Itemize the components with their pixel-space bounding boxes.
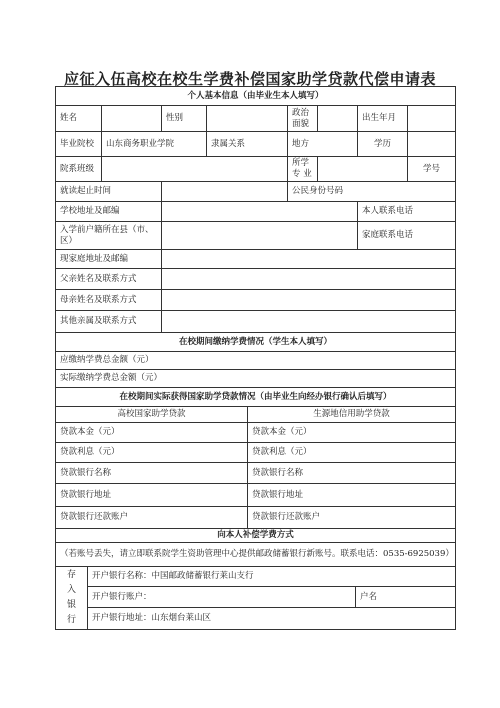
account-holder-label[interactable]: 户名 [356,587,456,608]
origin-loan-interest[interactable]: 贷款利息（元） [248,443,456,463]
dept-label: 院系班级 [56,157,102,182]
bank-name-field[interactable]: 开户银行名称：中国邮政储蓄银行莱山支行 [88,567,456,587]
school-loan-header: 高校国家助学贷款 [56,407,248,423]
period-label: 就读起止时间 [56,182,162,202]
name-field[interactable] [102,106,162,132]
school-loan-interest[interactable]: 贷款利息（元） [56,443,248,463]
payment-section-header: 向本人补偿学费方式 [56,529,456,543]
payment-note: （若账号丢失，请立即联系院学生资助管理中心提供邮政储蓄银行新账号。联系电话：0535-6925039） [56,543,456,567]
political-label: 政治面貌 [288,106,318,132]
gender-label: 性别 [162,106,207,132]
mother-field[interactable] [162,290,456,311]
deposit-bank-side-text: 存入银行 [66,570,76,625]
school-address-field[interactable] [162,202,358,222]
application-form [55,86,455,632]
mother-label: 母亲姓名及联系方式 [56,290,162,311]
payment-table [55,528,456,630]
origin-loan-principal[interactable]: 贷款本金（元） [248,423,456,443]
fees-section-header: 在校期间缴纳学费情况（学生本人填写） [56,333,456,352]
form-title: 应征入伍高校在校生学费补偿国家助学贷款代偿申请表 [63,70,436,88]
payable-fee-label[interactable]: 应缴纳学费总金额（元） [56,352,456,370]
paid-fee-label[interactable]: 实际缴纳学费总金额（元） [56,370,456,388]
origin-loan-bank-address[interactable]: 贷款银行地址 [248,484,456,507]
birth-label: 出生年月 [358,106,408,132]
education-field[interactable] [408,132,456,157]
home-address-field[interactable] [162,250,456,269]
bank-address-field[interactable]: 开户银行地址：山东烟台莱山区 [88,608,456,630]
affiliation-label: 隶属关系 [207,132,288,157]
birth-field[interactable] [408,106,456,132]
gender-field[interactable] [207,106,288,132]
school-loan-principal[interactable]: 贷款本金（元） [56,423,248,443]
dept-field[interactable] [102,157,288,182]
name-label: 姓名 [56,106,102,132]
school-loan-bank-name[interactable]: 贷款银行名称 [56,463,248,484]
political-field[interactable] [318,106,358,132]
deposit-bank-side-label [56,567,88,630]
school-address-label: 学校地址及邮编 [56,202,162,222]
loans-section-header: 在校期间实际获得国家助学贷款情况（由毕业生向经办银行确认后填写） [56,388,456,407]
family-phone-label: 家庭联系电话 [358,222,456,250]
school-loan-repay-account[interactable]: 贷款银行还款账户 [56,507,248,529]
school-loan-bank-address[interactable]: 贷款银行地址 [56,484,248,507]
bank-account-field[interactable]: 开户银行账户： [88,587,356,608]
relatives-label: 其他亲属及联系方式 [56,311,162,333]
major-field[interactable] [318,157,408,182]
phone-label: 本人联系电话 [358,202,456,222]
personal-info-table [55,86,456,333]
hukou-label: 入学前户籍所在县（市、区） [56,222,162,250]
period-field[interactable] [162,182,288,202]
region-label: 地方 [288,132,358,157]
education-label: 学历 [358,132,408,157]
school-value[interactable]: 山东商务职业学院 [102,132,207,157]
relatives-field[interactable] [162,311,456,333]
hukou-field[interactable] [162,222,358,250]
origin-loan-bank-name[interactable]: 贷款银行名称 [248,463,456,484]
personal-section-header: 个人基本信息（由毕业生本人填写） [56,87,456,106]
father-field[interactable] [162,269,456,290]
student-id-label: 学号 [408,157,456,182]
father-label: 父亲姓名及联系方式 [56,269,162,290]
school-label: 毕业院校 [56,132,102,157]
home-address-label: 现家庭地址及邮编 [56,250,162,269]
origin-loan-repay-account[interactable]: 贷款银行还款账户 [248,507,456,529]
major-label: 所学专 业 [288,157,318,182]
origin-loan-header: 生源地信用助学贷款 [248,407,456,423]
id-label: 公民身份号码 [288,182,456,202]
fees-loans-table [55,332,456,529]
